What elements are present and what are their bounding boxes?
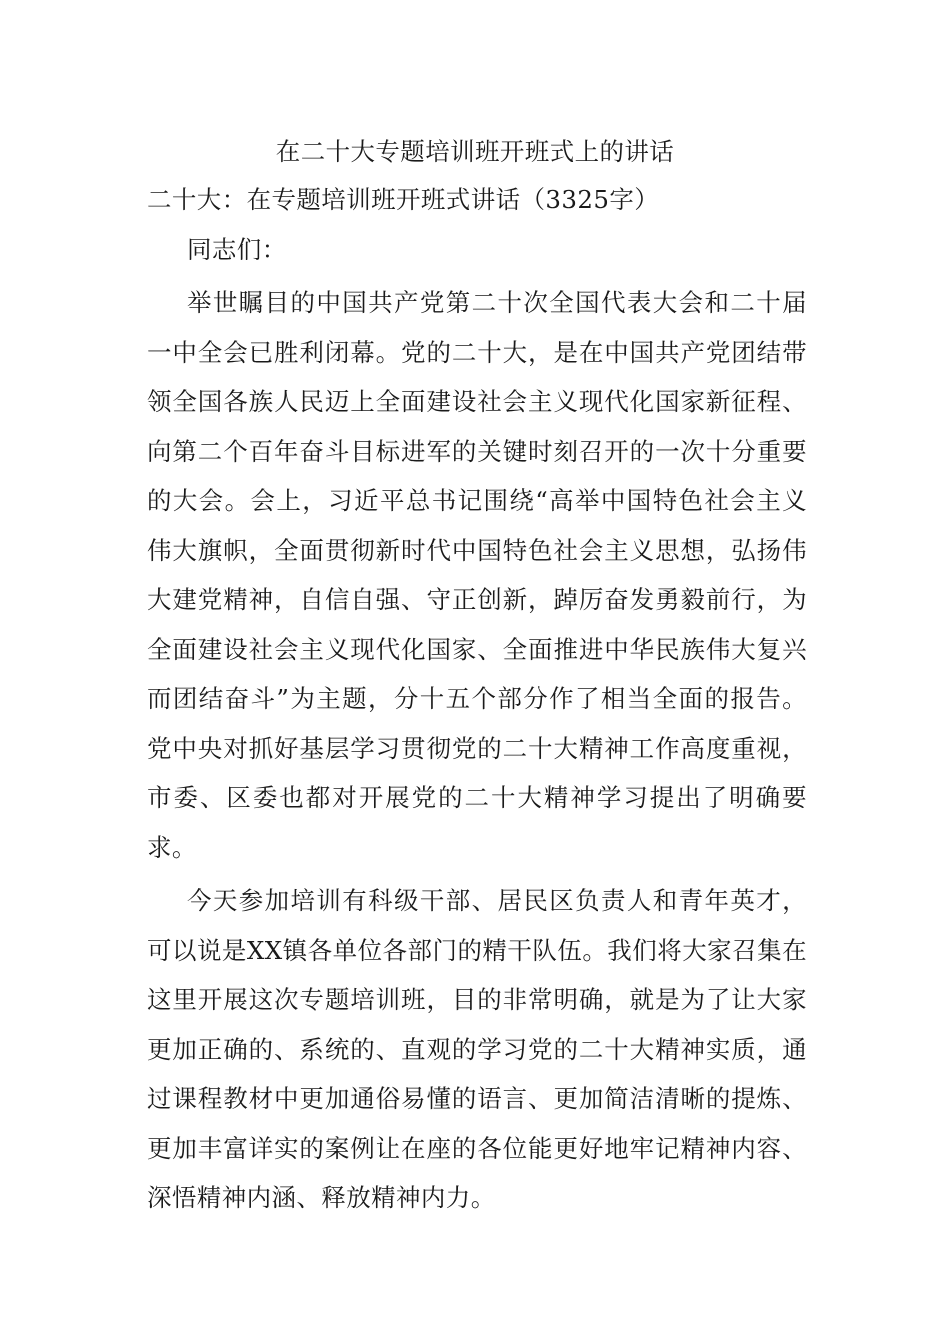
- document-title: 在二十大专题培训班开班式上的讲话: [275, 137, 675, 166]
- paragraph-block: [147, 278, 807, 872]
- document-subtitle: 二十大：在专题培训班开班式讲话（3325字）: [147, 185, 660, 214]
- salutation: 同志们：: [187, 235, 287, 264]
- body-paragraph: 举世瞩目的中国共产党第二十次全国代表大会和二十届一中全会已胜利闭幕。党的二十大，是在中国共产党团结带领全国各族人民迈上全面建设社会主义现代化国家新征程、向第二个百年奋斗目标进军的关键时刻召开的一次十分重要的大会。会上，习近平总书记围绕“高举中国特色社会主义伟大旗帜，全面贯彻新时代中国特色社会主义思想，弘扬伟大建党精神，自信自强、守正创新，踔厉奋发勇毅前行，为全面建设社会主义现代化国家、全面推进中华民族伟大复兴而团结奋斗”为主题，分十五个部分作了相当全面的报告。党中央对抓好基层学习贯彻党的二十大精神工作高度重视，市委、区委也都对开展党的二十大精神学习提出了明确要求。: [147, 288, 807, 862]
- body-paragraph: 今天参加培训有科级干部、居民区负责人和青年英才，可以说是XX镇各单位各部门的精干队伍。我们将大家召集在这里开展这次专题培训班，目的非常明确，就是为了让大家更加正确的、系统的、直观的学习党的二十大精神实质，通过课程教材中更加通俗易懂的语言、更加简洁清晰的提炼、更加丰富详实的案例让在座的各位能更好地牢记精神内容、深悟精神内涵、释放精神内力。: [147, 886, 807, 1212]
- paragraph-block: [147, 876, 807, 1223]
